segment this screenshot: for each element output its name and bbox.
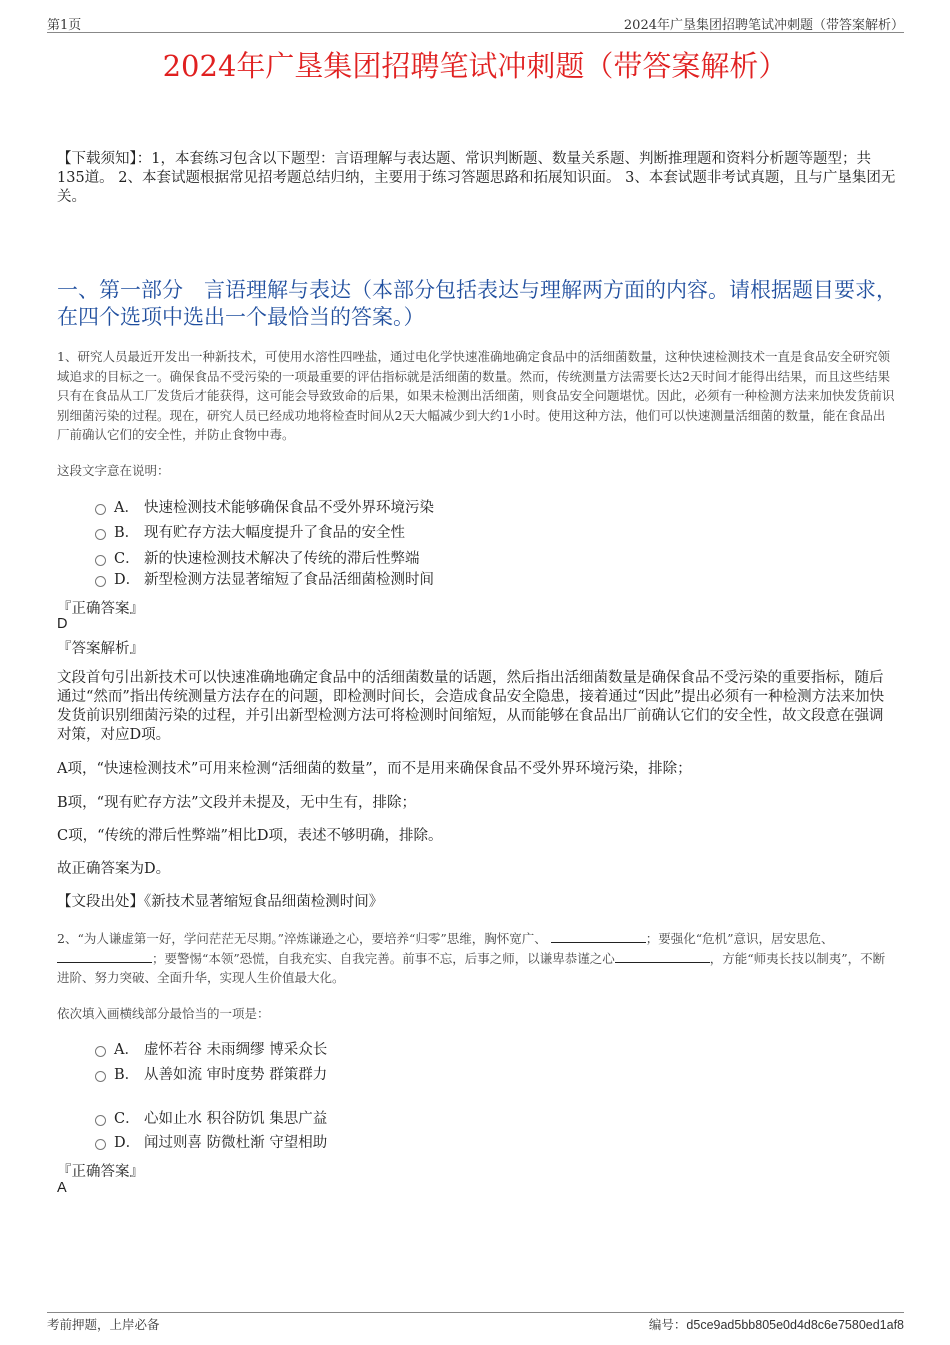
- radio-icon[interactable]: [95, 1046, 106, 1057]
- q1-analysis-paragraph: 文段首句引出新技术可以快速准确地确定食品中的活细菌数量的话题，然后指出活细菌数量是确保食品不受污染的重要指标，随后通过“然而”指出传统测量方法存在的问题，即检测时间长，会造成食品安全隐患，接着通过“因此”提出必须有一种检测方法来加快发货前识别细菌污染的过程，并引出新型检测方法可将检测时间缩短，从而能够在食品出厂前确认它们的安全性，故文段意在强调对策，对应D项。: [57, 670, 885, 743]
- section-title: 一、第一部分 言语理解与表达（本部分包括表达与理解两方面的内容。请根据题目要求，在四个选项中选出一个最恰当的答案。）: [57, 278, 897, 329]
- q1-option-c[interactable]: C． 新的快速检测技术解决了传统的滞后性弊端: [95, 547, 420, 567]
- radio-icon[interactable]: [95, 555, 106, 566]
- q1-source: 【文段出处】《新技术显著缩短食品细菌检测时间》: [57, 894, 384, 910]
- header-doc-title: 2024年广垦集团招聘笔试冲刺题（带答案解析）: [623, 18, 904, 33]
- q1-answer: D: [57, 616, 68, 632]
- q2-option-a[interactable]: A． 虚怀若谷 未雨绸缪 博采众长: [95, 1038, 327, 1058]
- q1-analysis-a: A项，“快速检测技术”可用来检测“活细菌的数量”，而不是用来确保食品不受外界环境污染，排除；: [57, 761, 692, 777]
- page-header: [47, 14, 904, 33]
- document-code: 编号：d5ce9ad5bb805e0d4d8c6e7580ed1af8: [648, 1317, 904, 1332]
- q2-answer-label: 『正确答案』: [57, 1164, 144, 1180]
- radio-icon[interactable]: [95, 529, 106, 540]
- fill-blank-2[interactable]: [57, 950, 152, 963]
- question-2-prompt: 依次填入画横线部分最恰当的一项是：: [57, 1006, 270, 1021]
- radio-icon[interactable]: [95, 1115, 106, 1126]
- q1-answer-label: 『正确答案』: [57, 601, 144, 617]
- fill-blank-1[interactable]: [551, 930, 646, 943]
- q1-analysis-label: 『答案解析』: [57, 641, 144, 657]
- q2-option-c[interactable]: C． 心如止水 积谷防饥 集思广益: [95, 1107, 327, 1127]
- page-footer: [47, 1312, 904, 1332]
- footer-slogan: 考前押题，上岸必备: [47, 1317, 160, 1332]
- question-2-text: 2、“为人谦虚第一好，学问茫茫无尽期。”淬炼谦逊之心，要培养“归零”思维，胸怀宽广、 ；要强化“危机”意识，居安思危、；要警惕“本领”恐慌，自我充实、自我完善。前事不忘，后事之师，以谦卑恭谨之心 ，方能“师夷长技以制夷”，不断进阶、努力突破、全面升华，实现人生价值最大化。: [57, 931, 886, 985]
- question-1-text: 1、研究人员最近开发出一种新技术，可使用水溶性四唑盐，通过电化学快速准确地确定食品中的活细菌数量，这种快速检测技术一直是食品安全研究领域追求的目标之一。确保食品不受污染的一项最重要的评估指标就是活细菌的数量。然而，传统测量方法需要长达2天时间才能得出结果，而且这些结果只有在食品从工厂发货后才能获得，这可能会导致致命的后果，如果未检测出活细菌，则食品安全问题堪忧。因此，必须有一种检测方法来加快发货前识别细菌污染的过程。现在，研究人员已经成功地将检查时间从2天大幅减少到大约1小时。使用这种方法，他们可以快速测量活细菌的数量，能在食品出厂前确认它们的安全性，并防止食物中毒。: [57, 349, 895, 442]
- q1-option-d[interactable]: D． 新型检测方法显著缩短了食品活细菌检测时间: [95, 568, 434, 588]
- page-title: 2024年广垦集团招聘笔试冲刺题（带答案解析）: [162, 49, 788, 83]
- q2-option-d[interactable]: D． 闻过则喜 防微杜渐 守望相助: [95, 1131, 327, 1151]
- q2-option-b[interactable]: B． 从善如流 审时度势 群策群力: [95, 1063, 327, 1083]
- q1-analysis-b: B项，“现有贮存方法”文段并未提及，无中生有，排除；: [57, 795, 416, 811]
- q1-option-a[interactable]: A． 快速检测技术能够确保食品不受外界环境污染: [95, 496, 434, 516]
- download-notice: 【下载须知】：1，本套练习包含以下题型：言语理解与表达题、常识判断题、数量关系题、判断推理题和资料分析题等题型；共135道。 2、本套试题根据常见招考题总结归纳，主要用于练习答题思路和拓展知识面。 3、本套试题非考试真题，且与广垦集团无关。: [57, 151, 896, 205]
- radio-icon[interactable]: [95, 1139, 106, 1150]
- page-number: 第1页: [47, 18, 82, 33]
- radio-icon[interactable]: [95, 1071, 106, 1082]
- radio-icon[interactable]: [95, 504, 106, 515]
- question-1-prompt: 这段文字意在说明：: [57, 463, 170, 478]
- q1-analysis-c: C项，“传统的滞后性弊端”相比D项，表述不够明确，排除。: [57, 828, 443, 844]
- q1-option-b[interactable]: B． 现有贮存方法大幅度提升了食品的安全性: [95, 521, 405, 541]
- radio-icon[interactable]: [95, 576, 106, 587]
- fill-blank-3[interactable]: [615, 950, 710, 963]
- q1-analysis-conclusion: 故正确答案为D。: [57, 861, 171, 877]
- q2-answer: A: [57, 1180, 67, 1196]
